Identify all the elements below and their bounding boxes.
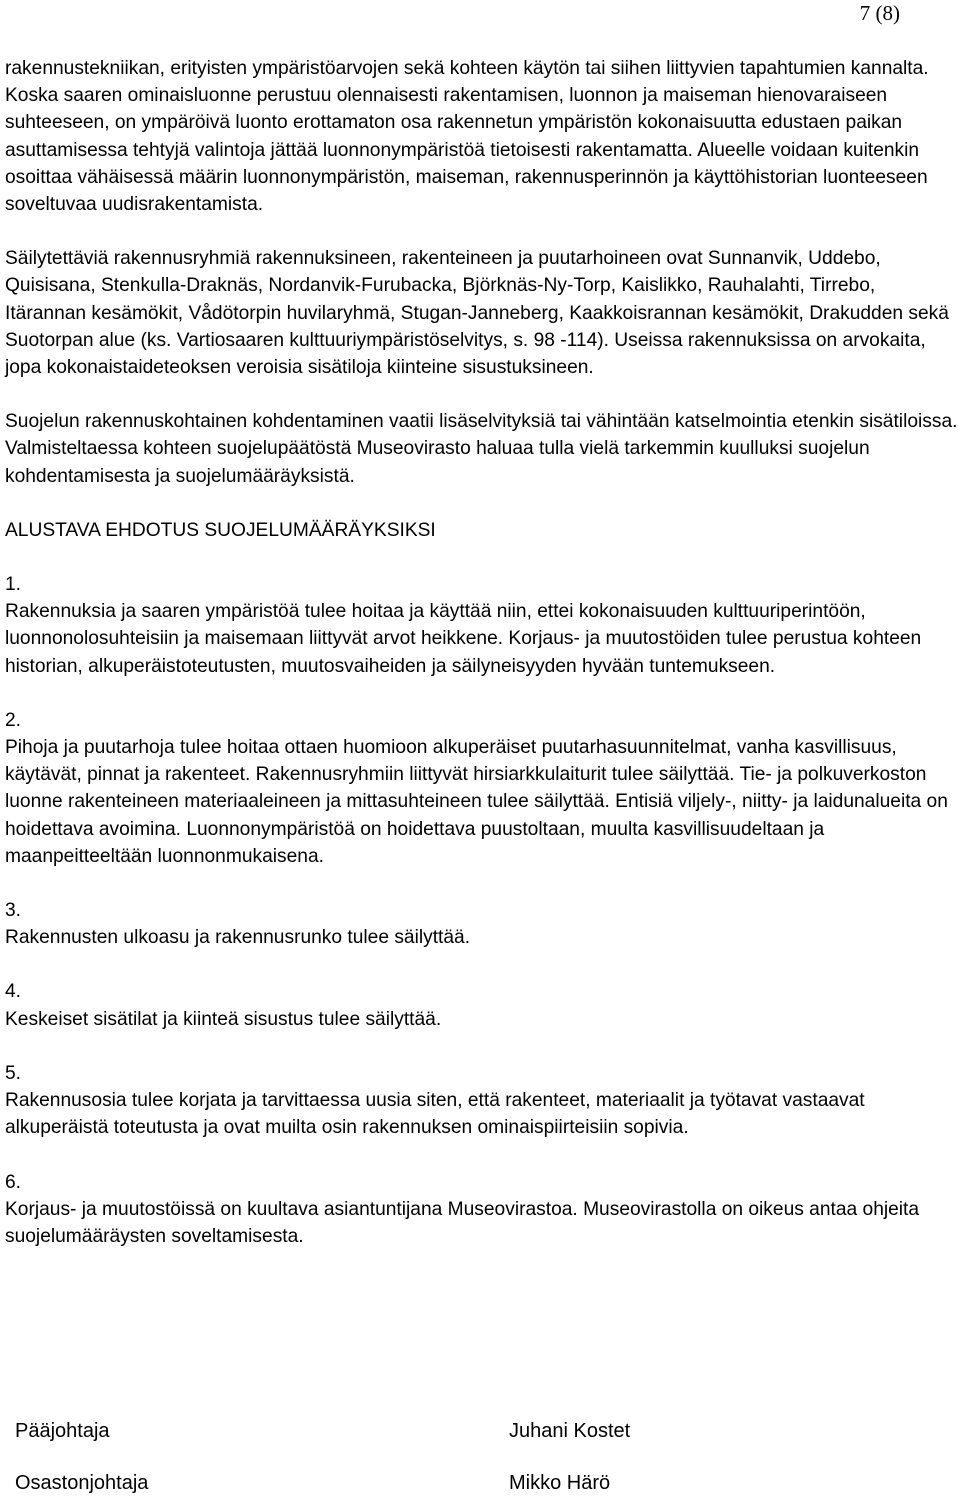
provision-number: 6. [5, 1171, 22, 1193]
document-body [5, 55, 960, 1250]
signatory-name: Mikko Härö [509, 1472, 611, 1494]
building-groups-paragraph: Säilytettäviä rakennusryhmiä rakennuksineen, rakenteineen ja puutarhoineen ovat Sunnanvik, Uddebo, Quisisana, Stenkulla-Draknäs, Nordanvik-Furubacka, Björknäs-Ny-Torp, Kaislikko, Rauhalahti, Tirrebo, Itärannan kesämökit, Vådötorpin huvilaryhmä, Stugan-Janneberg, Kaakkoisrannan kesämökit, Drakudden sekä Suotorpan alue (ks. Vartiosaaren kulttuuriympäristöselvitys, s. 98 -114). Useissa rakennuksissa on arvokaita, jopa kokonaistaideteoksen veroisia sisätiloja kiinteine sisustuksineen. [5, 248, 949, 379]
provision-number: 1. [5, 574, 22, 596]
signatory-name: Juhani Kostet [509, 1420, 631, 1442]
provision-text: Rakennuksia ja saaren ympäristöä tulee hoitaa ja käyttää niin, ettei kokonaisuuden kulttuuriperintöön, luonnonolosuhteisiin ja maisemaan liittyvät arvot heikkene. Korjaus- ja muutostöiden tulee perustua kohteen historian, alkuperäistoteutusten, muutosvaiheiden ja säilyneisyyden hyvään tuntemukseen. [5, 601, 922, 677]
provision-text: Korjaus- ja muutostöissä on kuultava asiantuntijana Museovirastoa. Museovirastolla on oikeus antaa ohjeita suojelumääräysten soveltamisesta. [5, 1198, 920, 1247]
signatory-title: Osastonjohtaja [15, 1472, 149, 1494]
provision-number: 4. [5, 981, 22, 1003]
provision-1 [5, 571, 960, 680]
provision-text: Keskeiset sisätilat ja kiinteä sisustus tulee säilyttää. [5, 1008, 442, 1030]
provision-3 [5, 897, 960, 951]
provision-2 [5, 707, 960, 870]
provision-text: Rakennusosia tulee korjata ja tarvittaessa uusia siten, että rakenteet, materiaalit ja työtavat vastaavat alkuperäistä toteutusta ja ovat muilta osin rakennuksen ominaispiirteisiin sopivia. [5, 1090, 865, 1139]
intro-paragraph: rakennustekniikan, erityisten ympäristöarvojen sekä kohteen käytön tai siihen liittyvien tapahtumien kannalta. Koska saaren ominaisluonne perustuu olennaisesti rakentamisen, luonnon ja maiseman hienovaraiseen suhteeseen, on ympäröivä luonto erottamaton osa rakennetun ympäristön kokonaisuutta edustaen paikan asuttamisessa tehtyjä valintoja jättää luonnonympäristöä tietoisesti rakentamatta. Alueelle voidaan kuitenkin osoittaa vähäisessä määrin luonnonympäristön, maiseman, rakennusperinnön ja käyttöhistorian luonteeseen soveltuvaa uudisrakentamista. [5, 58, 929, 216]
further-study-paragraph: Suojelun rakennuskohtainen kohdentaminen vaatii lisäselvityksiä tai vähintään katselmointia etenkin sisätiloissa. Valmisteltaessa kohteen suojelupäätöstä Museovirasto haluaa tulla vielä tarkemmin kuulluksi suojelun kohdentamisesta ja suojelumääräyksistä. [5, 411, 958, 487]
provision-6 [5, 1169, 960, 1251]
provision-number: 2. [5, 709, 22, 731]
provision-number: 3. [5, 900, 22, 922]
proposal-heading: ALUSTAVA EHDOTUS SUOJELUMÄÄRÄYKSIKSI [5, 519, 436, 541]
signatory-title: Pääjohtaja [15, 1420, 110, 1442]
provision-5 [5, 1060, 960, 1142]
provision-number: 5. [5, 1062, 22, 1084]
provision-text: Rakennusten ulkoasu ja rakennusrunko tulee säilyttää. [5, 927, 471, 949]
provision-4 [5, 978, 960, 1032]
page-number: 7 (8) [859, 1, 900, 25]
provision-text: Pihoja ja puutarhoja tulee hoitaa ottaen huomioon alkuperäiset puutarhasuunnitelmat, vanha kasvillisuus, käytävät, pinnat ja rakenteet. Rakennusryhmiin liittyvät hirsiarkkulaiturit tulee säilyttää. Tie- ja polkuverkoston luonne rakenteineen materiaaleineen ja mittasuhteineen tulee säilyttää. Entisiä viljely-, niitty- ja laidunalueita on hoidettava avoimina. Luonnonympäristöä on hoidettava puustoltaan, muulta kasvillisuudeltaan ja maanpeitteeltään luonnonmukaisena. [5, 737, 948, 867]
